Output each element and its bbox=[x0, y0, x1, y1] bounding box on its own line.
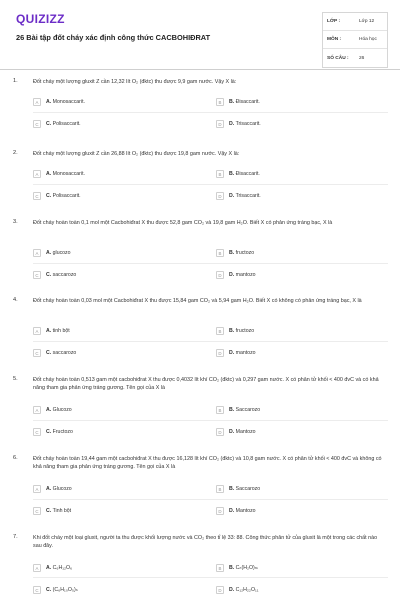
option-text: B. Saccarozo bbox=[229, 486, 261, 492]
option-a[interactable] bbox=[33, 404, 72, 416]
option-text: C. Tinh bột bbox=[46, 508, 72, 514]
option-b[interactable] bbox=[216, 325, 254, 337]
option-key: C bbox=[33, 507, 41, 515]
option-key: B bbox=[216, 249, 224, 257]
option-text: C. saccarozo bbox=[46, 272, 77, 278]
option-text: D. C₁₂H₂₂O₁₁ bbox=[229, 587, 259, 593]
meta-row-grade bbox=[323, 13, 387, 31]
option-a[interactable] bbox=[33, 96, 85, 108]
option-divider bbox=[33, 420, 388, 421]
question-number: 5. bbox=[13, 376, 18, 382]
meta-value: 26 bbox=[359, 55, 365, 61]
option-a[interactable] bbox=[33, 325, 70, 337]
option-text: B. Đisaccarit. bbox=[229, 99, 260, 105]
option-text: D. Trisaccarit. bbox=[229, 121, 261, 127]
question-4 bbox=[0, 297, 400, 367]
option-key: A bbox=[33, 98, 41, 106]
option-key: C bbox=[33, 192, 41, 200]
option-key: A bbox=[33, 406, 41, 414]
question-text: Đốt cháy hoàn toàn 0,1 mol một Cacbohiđrat X thu được 52,8 gam CO₂ và 19,8 gam H₂O. Biết X có phản ứng tráng bạc, X là bbox=[33, 220, 333, 226]
option-text: A. glucozo bbox=[46, 250, 71, 256]
question-5 bbox=[0, 376, 400, 446]
option-key: D bbox=[216, 428, 224, 436]
option-divider bbox=[33, 577, 388, 578]
option-text: A. C₆H₁₂O₆ bbox=[46, 565, 73, 571]
page-title: 26 Bài tập đốt cháy xác định công thức CACBOHIĐRAT bbox=[16, 33, 211, 42]
option-divider bbox=[33, 184, 388, 185]
option-key: A bbox=[33, 327, 41, 335]
option-key: D bbox=[216, 349, 224, 357]
quizizz-logo: QUIZIZZ bbox=[16, 12, 65, 26]
option-c[interactable] bbox=[33, 269, 76, 281]
option-text: A. tinh bột bbox=[46, 328, 70, 334]
option-text: B. fructozo bbox=[229, 328, 255, 334]
meta-row-subject bbox=[323, 31, 387, 49]
question-number: 2. bbox=[13, 150, 18, 156]
question-text: Khi đốt cháy một loại gluxit, người ta thu được khối lượng nước và CO₂ theo tỉ lệ 33: 88. Công thức phân tử của gluxit là một trong các chất nào sau đây. bbox=[33, 535, 378, 549]
question-1 bbox=[0, 78, 400, 138]
option-key: D bbox=[216, 271, 224, 279]
option-key: C bbox=[33, 349, 41, 357]
option-text: C. (C₆H₁₀O₅)ₙ bbox=[46, 587, 78, 593]
meta-label: MÔN : bbox=[327, 37, 342, 42]
option-text: B. fructozo bbox=[229, 250, 255, 256]
option-d[interactable] bbox=[216, 118, 261, 130]
meta-value: Hóa học bbox=[359, 37, 377, 42]
option-b[interactable] bbox=[216, 404, 260, 416]
meta-label: LỚP : bbox=[327, 19, 341, 24]
option-b[interactable] bbox=[216, 168, 260, 180]
option-b[interactable] bbox=[216, 483, 260, 495]
option-b[interactable] bbox=[216, 247, 254, 259]
option-key: D bbox=[216, 192, 224, 200]
option-key: D bbox=[216, 507, 224, 515]
question-7 bbox=[0, 534, 400, 600]
option-text: D. Mantozo bbox=[229, 508, 256, 514]
meta-row-count bbox=[323, 49, 387, 67]
option-divider bbox=[33, 499, 388, 500]
option-key: B bbox=[216, 170, 224, 178]
option-d[interactable] bbox=[216, 505, 256, 517]
question-2 bbox=[0, 150, 400, 210]
option-key: C bbox=[33, 271, 41, 279]
option-text: C. saccarozo bbox=[46, 350, 77, 356]
option-text: A. Glucozo bbox=[46, 407, 72, 413]
question-number: 7. bbox=[13, 534, 18, 540]
option-text: D. Mantozo bbox=[229, 429, 256, 435]
option-key: A bbox=[33, 170, 41, 178]
option-text: B. Đisaccarit. bbox=[229, 171, 260, 177]
option-d[interactable] bbox=[216, 426, 256, 438]
question-number: 4. bbox=[13, 297, 18, 303]
option-c[interactable] bbox=[33, 347, 76, 359]
option-key: C bbox=[33, 428, 41, 436]
worksheet-header bbox=[0, 0, 400, 70]
option-text: C. Polisaccarit. bbox=[46, 193, 81, 199]
meta-label: SỐ CÂU : bbox=[327, 55, 349, 61]
option-c[interactable] bbox=[33, 426, 73, 438]
meta-table bbox=[322, 12, 388, 68]
option-text: C. Fructozo bbox=[46, 429, 73, 435]
option-key: C bbox=[33, 120, 41, 128]
option-divider bbox=[33, 112, 388, 113]
option-a[interactable] bbox=[33, 247, 71, 259]
question-text: Đốt cháy hoàn toàn 0,513 gam một cacbohiđrat X thu được 0,4032 lít khí CO₂ (đktc) và 0,297 gam nước. X có phân tử khối < 400 đvC và có khả năng tham gia phản ứng tráng gương. Tên gọi của X là bbox=[33, 377, 379, 391]
option-d[interactable] bbox=[216, 347, 256, 359]
option-text: D. mantozo bbox=[229, 350, 256, 356]
option-d[interactable] bbox=[216, 269, 256, 281]
option-key: A bbox=[33, 485, 41, 493]
option-d[interactable] bbox=[216, 190, 261, 202]
option-text: B. Saccarozo bbox=[229, 407, 261, 413]
option-d[interactable] bbox=[216, 584, 258, 596]
option-a[interactable] bbox=[33, 168, 85, 180]
question-3 bbox=[0, 219, 400, 289]
question-text: Đốt cháy hoàn toàn 19,44 gam một cacbohiđrat X thu được 16,128 lít khí CO₂ (đktc) và 10,8 gam nước. X có phân tử khối < 400 đvC và không có khả năng tham gia phản ứng tráng gương. Tên gọi của X là bbox=[33, 456, 382, 470]
option-c[interactable] bbox=[33, 118, 81, 130]
question-number: 1. bbox=[13, 78, 18, 84]
option-key: B bbox=[216, 98, 224, 106]
option-c[interactable] bbox=[33, 190, 81, 202]
question-text: Đốt cháy hoàn toàn 0,03 mol một Cacbohiđrat X thu được 15,84 gam CO₂ và 5,94 gam H₂O. Biết X có không có phản ứng tráng bạc, X là bbox=[33, 298, 362, 304]
option-text: A. Monosaccarit. bbox=[46, 99, 85, 105]
option-text: D. mantozo bbox=[229, 272, 256, 278]
option-text: A. Monosaccarit. bbox=[46, 171, 85, 177]
question-6 bbox=[0, 455, 400, 525]
option-b[interactable] bbox=[216, 96, 260, 108]
option-a[interactable] bbox=[33, 562, 72, 574]
option-a[interactable] bbox=[33, 483, 72, 495]
option-text: C. Polisaccarit. bbox=[46, 121, 81, 127]
option-key: B bbox=[216, 485, 224, 493]
option-key: A bbox=[33, 249, 41, 257]
option-text: B. Cₙ(H₂O)ₘ bbox=[229, 565, 258, 571]
question-number: 6. bbox=[13, 455, 18, 461]
option-text: A. Glucozo bbox=[46, 486, 72, 492]
option-key: C bbox=[33, 586, 41, 594]
option-key: A bbox=[33, 564, 41, 572]
option-key: D bbox=[216, 586, 224, 594]
option-key: B bbox=[216, 327, 224, 335]
option-key: B bbox=[216, 564, 224, 572]
option-text: D. Trisaccarit. bbox=[229, 193, 261, 199]
option-key: B bbox=[216, 406, 224, 414]
question-number: 3. bbox=[13, 219, 18, 225]
question-text: Đốt cháy một lượng gluxit Z cần 26,88 lít O₂ (đktc) thu được 19,8 gam nước. Vậy X là: bbox=[33, 151, 240, 157]
option-c[interactable] bbox=[33, 584, 78, 596]
option-b[interactable] bbox=[216, 562, 258, 574]
option-key: D bbox=[216, 120, 224, 128]
option-c[interactable] bbox=[33, 505, 71, 517]
option-divider bbox=[33, 263, 388, 264]
option-divider bbox=[33, 341, 388, 342]
meta-value: Lớp 12 bbox=[359, 19, 375, 24]
question-text: Đốt cháy một lượng gluxit Z cần 12,32 lít O₂ (đktc) thu được 9,9 gam nước. Vậy X là: bbox=[33, 79, 237, 85]
